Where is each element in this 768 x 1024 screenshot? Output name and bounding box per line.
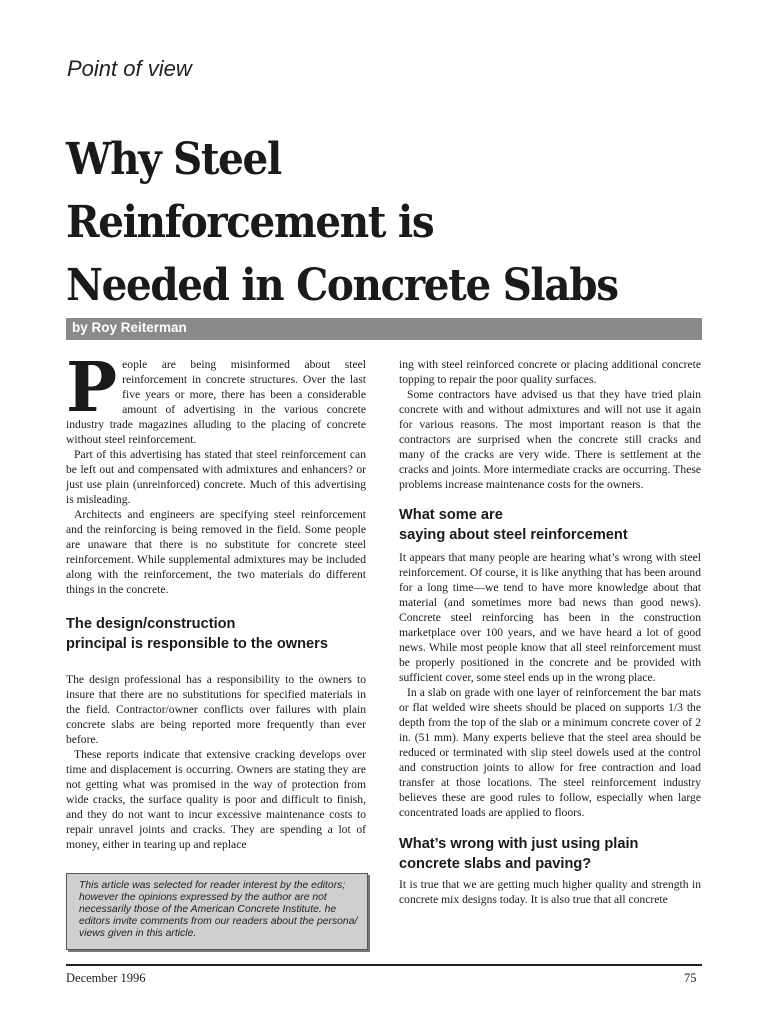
- paragraph: People are being misinformed about steel reinforcement in concrete structures. Over the last five years or more, there has been a considerable amount of advertising in the various concrete industry trade magazines alluding to the placing of concrete without steel reinforcement.: [66, 348, 366, 446]
- byline-bar: [66, 318, 702, 340]
- paragraph: The design professional has a responsibility to the owners to insure that there are no substitutions for specified materials in the field. Contractor/owner conflicts over failures with plain concrete slabs are being reported more frequently than ever before.: [66, 673, 366, 746]
- subheading: What’s wrong with just using plain concrete slabs and paving?: [399, 836, 639, 872]
- headline-line: Why Steel: [66, 134, 281, 185]
- subheading: The design/construction principal is responsible to the owners: [66, 616, 328, 652]
- paragraph: Some contractors have advised us that they have tried plain concrete with and without admixtures and will not use it again for various reasons. The most important reason is that the contractors are surprised when the concrete still cracks and many of the cracks are very wide. There is settlement at the cracks and joints. More intermediate cracks are occurring. These problems increase maintenance costs for the owners.: [399, 388, 701, 491]
- headline-line: Needed in Concrete Slabs: [66, 260, 618, 311]
- paragraph: Architects and engineers are specifying steel reinforcement and the reinforcing is being removed in the field. Some people are unaware that there is no substitute for concrete steel reinforcement. While supplemental admixtures may be included along with the reinforcement, the two materials do different things in the concrete.: [66, 508, 366, 596]
- byline: by Roy Reiterman: [72, 320, 187, 335]
- drop-cap: P: [66, 348, 118, 428]
- left-column: [66, 348, 366, 852]
- subheading: What some are saying about steel reinforcement: [399, 507, 628, 543]
- paragraph: It is true that we are getting much higher quality and strength in concrete mix designs today. It is also true that all concrete: [399, 878, 701, 906]
- paragraph: These reports indicate that extensive cracking develops over time and displacement is occurring. Owners are stating they are not getting what was promised in the way of protection from wide cracks, the surface quality is poor and difficult to finish, and they do not want to incur excessive maintenance costs to repair unravel joints and cracks. They are spending a lot of money, either in tearing up and replace: [66, 748, 366, 851]
- footer-rule: [66, 964, 702, 966]
- right-column: [399, 357, 701, 907]
- editor-note: This article was selected for reader interest by the editors; however the opinions expressed by the author are not necessarily those of the American Concrete Institute. he editors invite comments from our readers about the persona/ views given in this article.: [79, 880, 358, 939]
- page-number: 75: [684, 971, 697, 985]
- paragraph: It appears that many people are hearing what’s wrong with steel reinforcement. Of course, it is like anything that has been around for a long time—we tend to have more knowledge about that material (and sometimes more bad news than good news). Concrete steel reinforcing has been in the construction marketplace over 100 years, and we have heard a lot of good news. While most people know that all steel reinforcement must be properly positioned in the concrete and be provided with sufficient cover, some steel ends up in the wrong place.: [399, 551, 701, 684]
- headline-line: Reinforcement is: [66, 197, 434, 248]
- footer-date: December 1996: [66, 971, 146, 985]
- paragraph: ing with steel reinforced concrete or placing additional concrete topping to repair the poor quality surfaces.: [399, 358, 701, 386]
- editor-note-box: [66, 873, 368, 950]
- section-label: Point of view: [67, 56, 192, 81]
- paragraph: In a slab on grade with one layer of reinforcement the bar mats or flat welded wire sheets should be placed on supports 1/3 the depth from the top of the slab or a minimum concrete cover of 2 in. (51 mm). Many experts believe that the steel area should be reduced or terminated with slip steel dowels used at the control and construction joints to allow for free contraction and load transfer at those locations. The steel reinforcement industry believes these are good rules to follow, especially when large concentrated loads are applied to floors.: [399, 686, 701, 819]
- paragraph: Part of this advertising has stated that steel reinforcement can be left out and compensated with admixtures and enhancers? or just use plain (unreinforced) concrete. Much of this advertising is misleading.: [66, 448, 366, 506]
- article-headline: [66, 128, 664, 317]
